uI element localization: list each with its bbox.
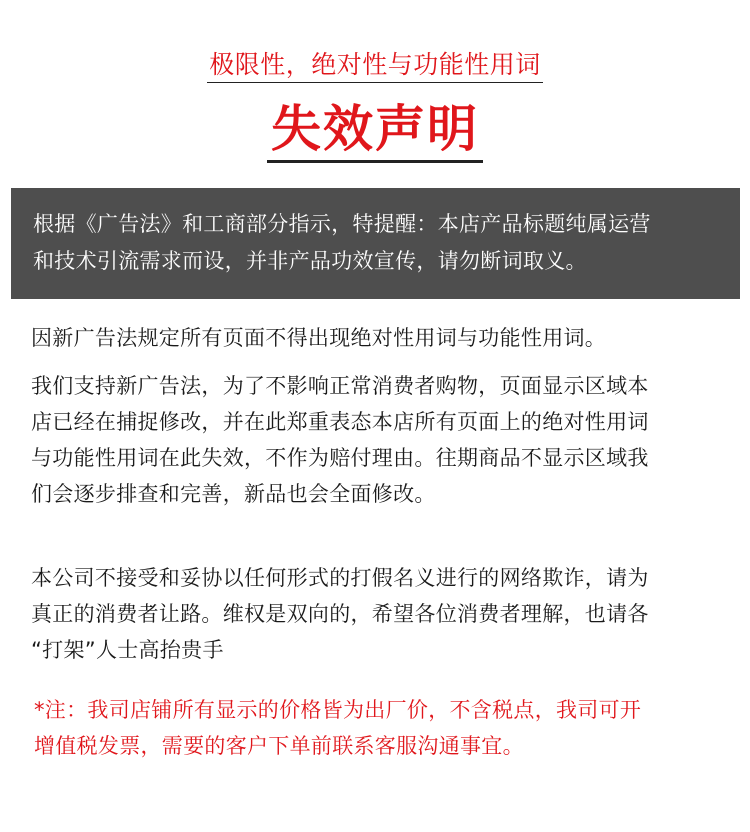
paragraph-line: 与功能性用词在此失效，不作为赔付理由。往期商品不显示区域我 xyxy=(31,446,649,470)
paragraph-line: 因新广告法规定所有页面不得出现绝对性用词与功能性用词。 xyxy=(31,326,607,350)
paragraph-line: *注：我司店铺所有显示的价格皆为出厂价，不含税点，我司可开 xyxy=(34,698,642,722)
subtitle-container xyxy=(0,50,750,83)
paragraph-support-statement xyxy=(31,368,731,512)
subtitle: 极限性，绝对性与功能性用词 xyxy=(207,50,543,83)
paragraph-anti-fraud xyxy=(31,560,731,668)
paragraph-line: “打架”人士高抬贵手 xyxy=(31,638,224,662)
notice-line-1: 根据《广告法》和工商部分指示，特提醒：本店产品标题纯属运营 xyxy=(33,212,651,236)
paragraph-line: 们会逐步排查和完善，新品也会全面修改。 xyxy=(31,482,436,506)
paragraph-line: 我们支持新广告法，为了不影响正常消费者购物，页面显示区域本 xyxy=(31,374,649,398)
paragraph-line: 本公司不接受和妥协以任何形式的打假名义进行的网络欺诈，请为 xyxy=(31,566,649,590)
paragraph-line: 真正的消费者让路。维权是双向的，希望各位消费者理解，也请各 xyxy=(31,602,649,626)
paragraph-price-note xyxy=(34,692,734,764)
page-title: 失效声明 xyxy=(267,100,483,163)
notice-line-2: 和技术引流需求而设，并非产品功效宣传，请勿断词取义。 xyxy=(33,249,587,273)
notice-band xyxy=(11,188,740,299)
paragraph-ad-law xyxy=(31,320,731,356)
title-container xyxy=(0,100,750,163)
paragraph-line: 店已经在捕捉修改，并在此郑重表态本店所有页面上的绝对性用词 xyxy=(31,410,649,434)
paragraph-line: 增值税发票，需要的客户下单前联系客服沟通事宜。 xyxy=(34,734,524,758)
